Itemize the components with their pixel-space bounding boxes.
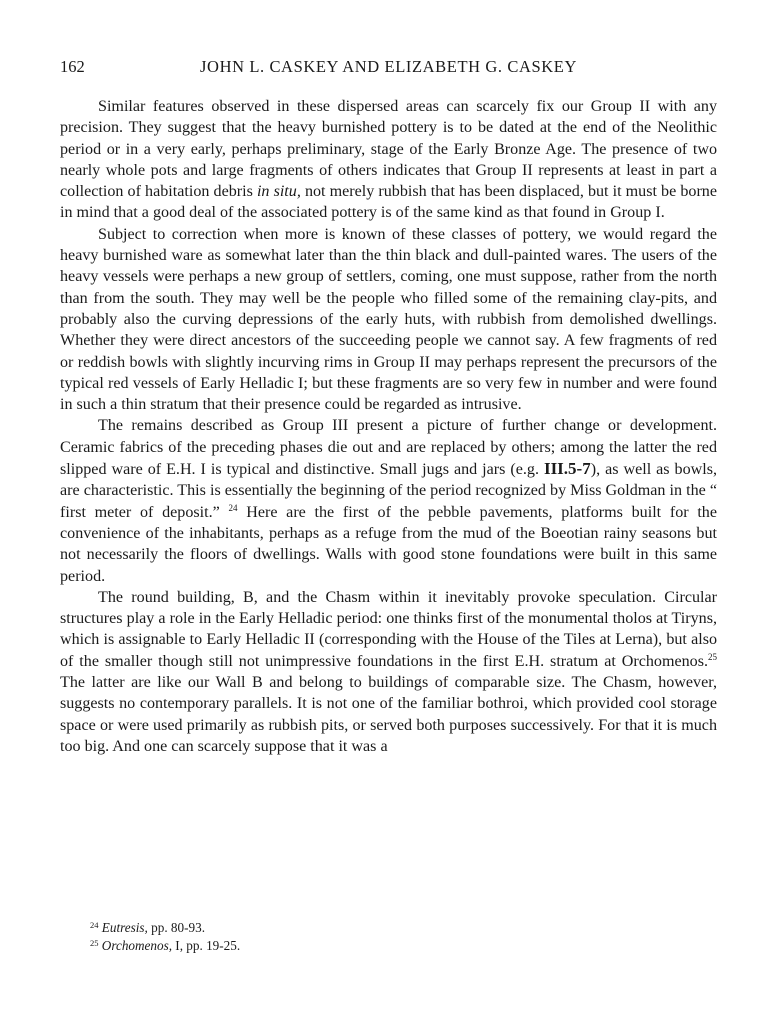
footnote-24: $^{24}$ Eutresis, pp. 80-93. [90, 920, 205, 935]
footnote-25: $^{25}$ Orchomenos, I, pp. 19-25. [90, 938, 241, 953]
italic-term: in situ, [256, 183, 301, 201]
paragraph-4: The round building, B, and the Chasm within it inevitably provoke speculation. Circular structures play a role in the Early Helladic period: one thinks first of the monumental tholos at Tiryns, which is assignable to Early Helladic II (corresponding with the House of the Tiles at Lerna), but also of the smaller though still not unimpressive foundations in the first E.H. stratum at Orchomenos.$^{25}$ The latter are like our Wall B and belong to buildings of comparable size. The Chasm, however, suggests no contemporary parallels. It is not one of the familiar bothroi, which provided cool storage space or were used primarily as rubbish pits, or served both purposes successively. For that it is much too big. And one can scarcely suppose that it was a [60, 588, 717, 755]
paragraph-2: Subject to correction when more is known of these classes of pottery, we would regard the heavy burnished ware as somewhat later than the thin black and dull-painted wares. The users of the heavy vessels were perhaps a new group of settlers, coming, one must suppose, rather from the north than from the south. They may well be the people who filled some of the remaining clay-pits, and probably also the curving depressions of the early huts, with rubbish from demolished dwellings. Whether they were direct ancestors of the succeeding people we cannot say. A few fragments of red or reddish bowls with slightly incurving rims in Group II may perhaps represent the precursors of the typical red vessels of Early Helladic I; but these fragments are so very few in number and were found in such a thin stratum that their presence could be regarded as intrusive. [60, 225, 717, 414]
page-header [60, 57, 717, 81]
page-number: 162 [60, 57, 85, 76]
running-head: JOHN L. CASKEY AND ELIZABETH G. CASKEY [200, 57, 577, 76]
footnote-ref-24: 24 [228, 502, 238, 513]
footnote-ref-25: 25 [708, 651, 717, 662]
figure-reference: III.5-7 [543, 459, 591, 479]
body-text [60, 96, 717, 757]
footnotes [90, 919, 690, 955]
paragraph-3: The remains described as Group III present a picture of further change or development. Ceramic fabrics of the preceding phases die out and are replaced by others; among the latter the red slipped ware of E.H. I is typical and distinctive. Small jugs and jars (e.g. III.5-7), as well as bowls, are characteristic. This is essentially the beginning of the period recognized by Miss Goldman in the “ first meter of deposit.” $^{24}$ Here are the first of the pebble pavements, platforms built for the convenience of the inhabitants, perhaps as a refuge from the mud of the Boeotian rainy seasons but not necessarily the floors of dwellings. Walls with good stone foundations were built in this same period. [60, 417, 717, 585]
paragraph-1: Similar features observed in these dispersed areas can scarcely fix our Group II with any precision. They suggest that the heavy burnished pottery is to be dated at the end of the Neolithic period or in a very early, perhaps preliminary, stage of the Early Bronze Age. The presence of two nearly whole pots and large fragments of others indicates that Group II represents at least in part a collection of habitation debris in situ, not merely rubbish that has been displaced, but it must be borne in mind that a good deal of the associated pottery is of the same kind as that found in Group I. [60, 98, 717, 222]
